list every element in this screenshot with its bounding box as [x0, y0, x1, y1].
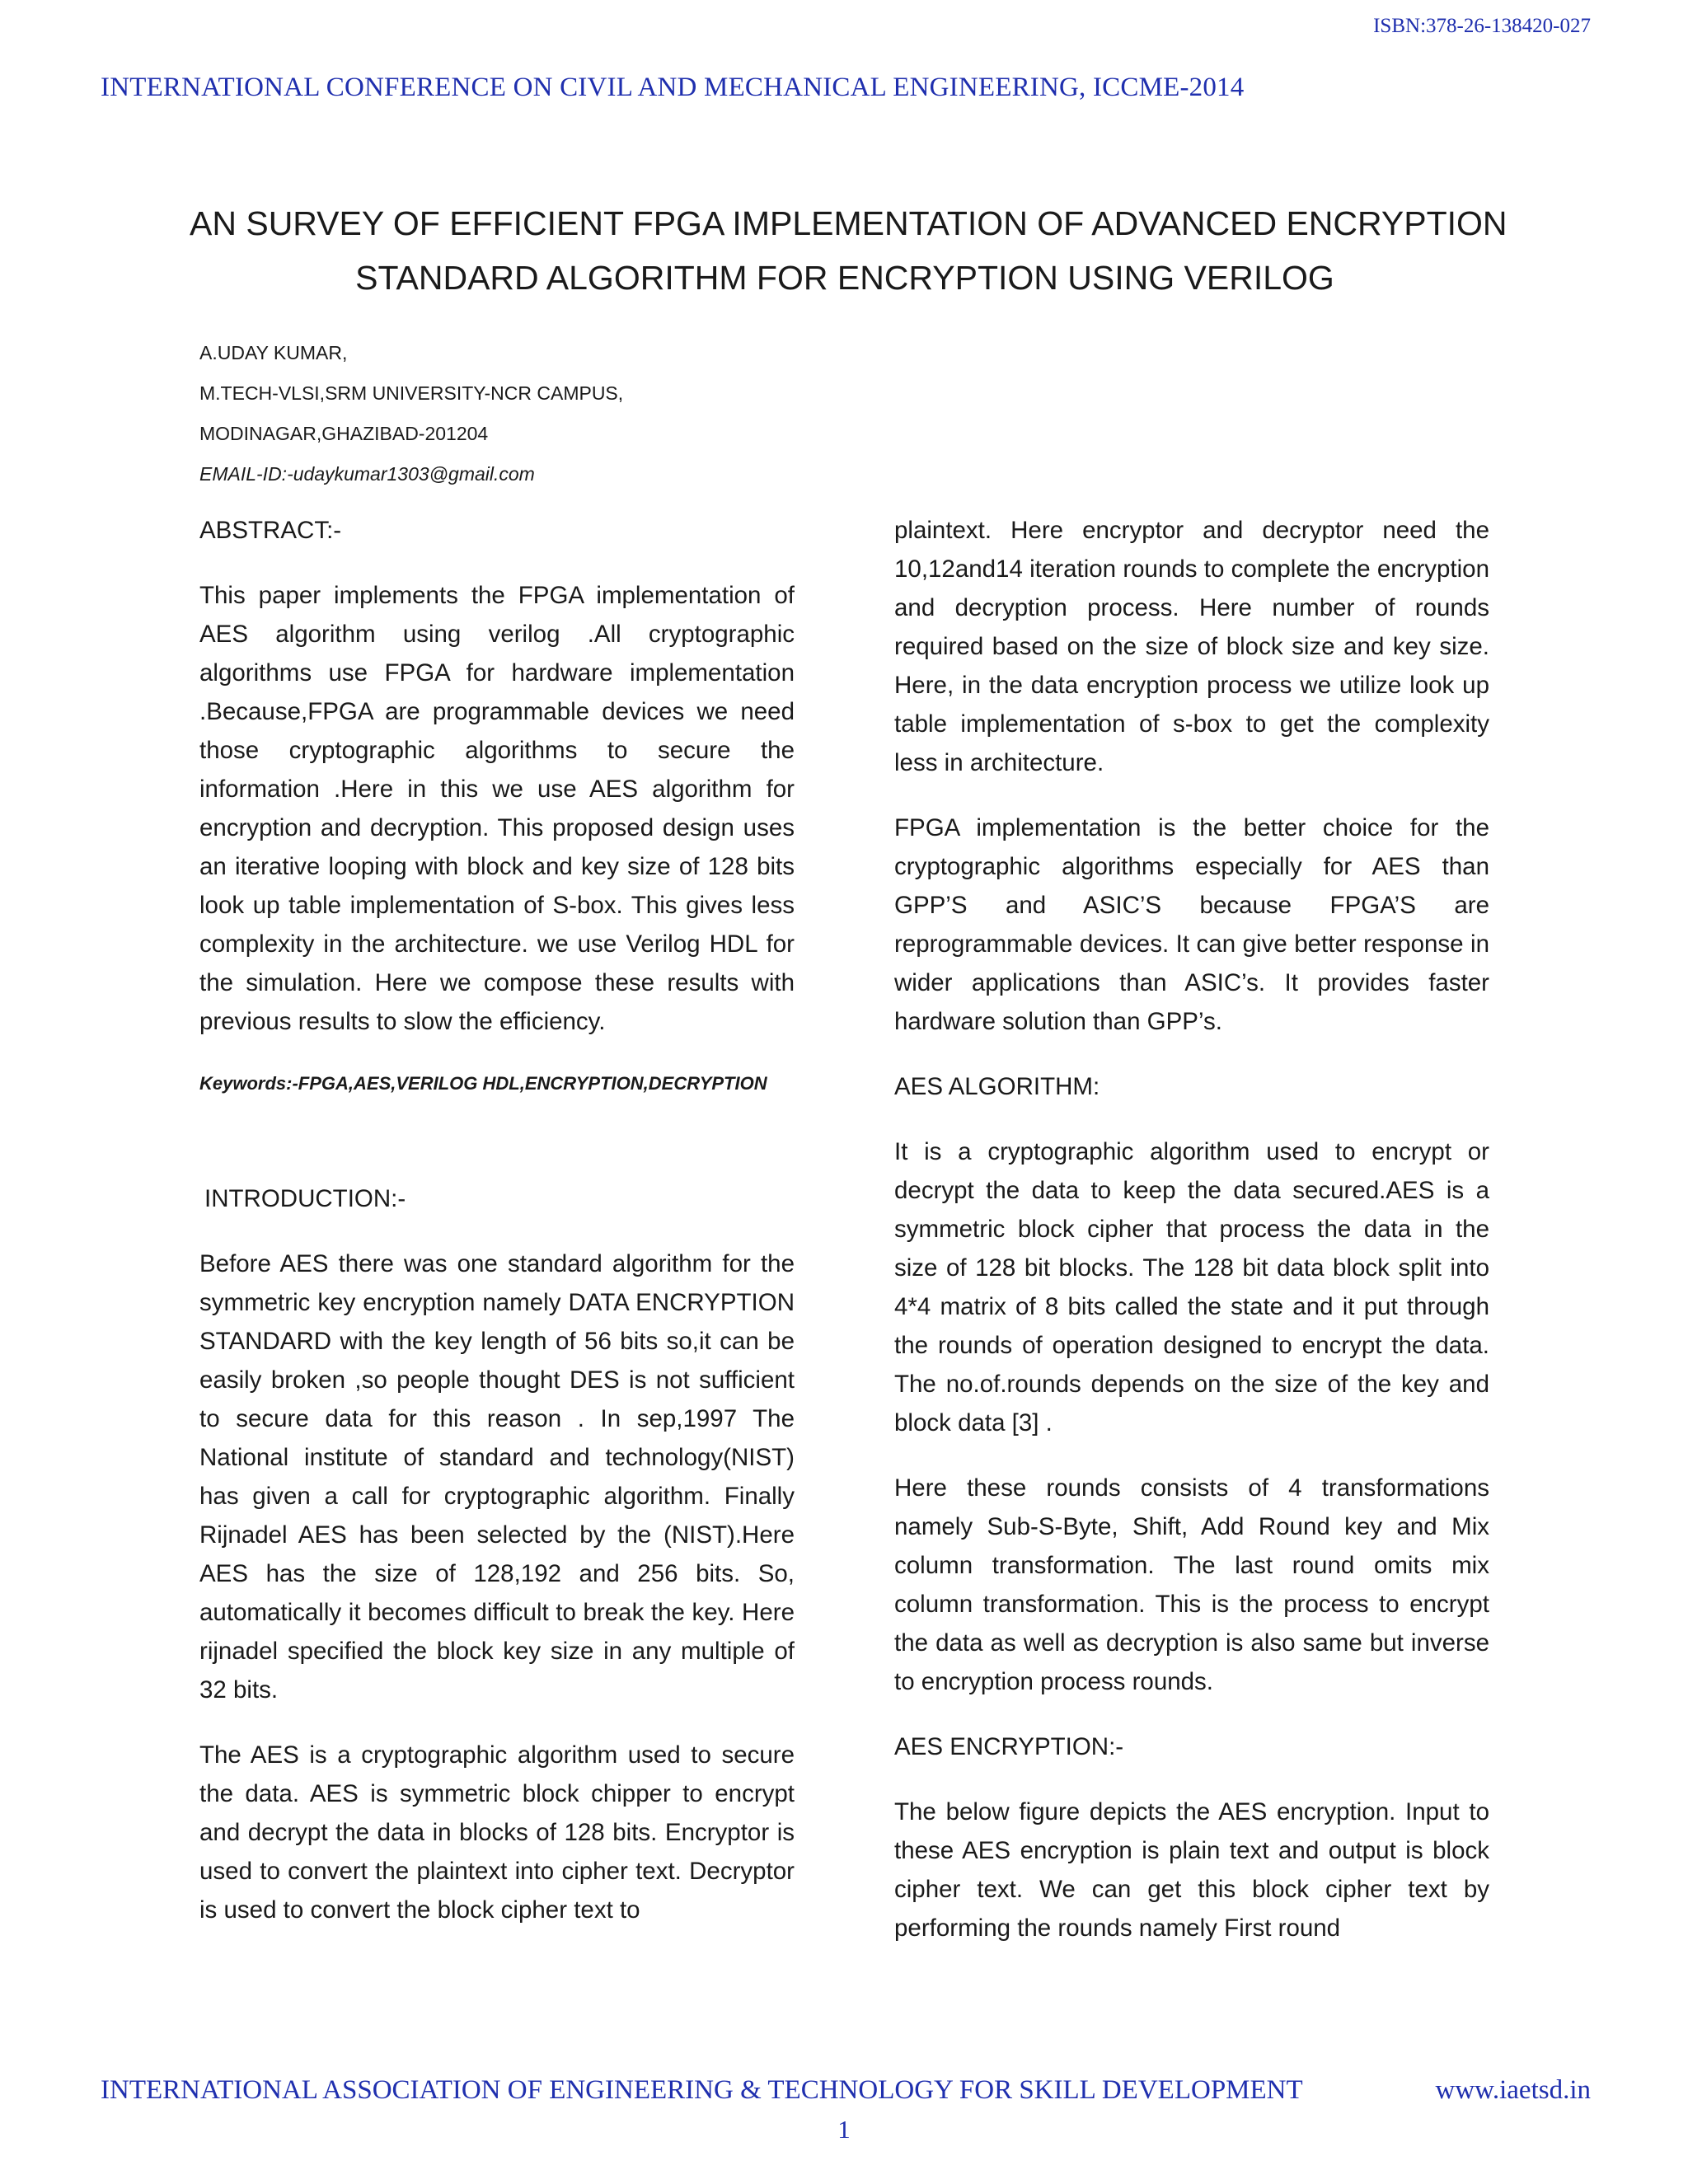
author-address: MODINAGAR,GHAZIBAD-201204 [199, 423, 489, 444]
aes-encryption-heading: AES ENCRYPTION:- [894, 1733, 1124, 1760]
right-paragraph-2: FPGA implementation is the better choice for the cryptographic algorithms especially for AES than GPP’S and ASIC’S because FPGA’S are reprogrammable devices. It can give better response in wider applications than ASIC’s. It provides faster hardware solution than GPP’s. [894, 814, 1489, 1035]
author-name: A.UDAY KUMAR, [199, 342, 348, 363]
conference-header: INTERNATIONAL CONFERENCE ON CIVIL AND MECHANICAL ENGINEERING, ICCME-2014 [101, 73, 1245, 102]
introduction-paragraph-2: The AES is a cryptographic algorithm used to secure the data. AES is symmetric block chipper to encrypt and decrypt the data in blocks of 128 bits. Encryptor is used to convert the plaintext into cipher text. Decryptor is used to convert the block cipher text to [199, 1741, 795, 1924]
keywords: Keywords:-FPGA,AES,VERILOG HDL,ENCRYPTION,DECRYPTION [199, 1073, 767, 1094]
author-email: EMAIL-ID:-udaykumar1303@gmail.com [199, 463, 535, 485]
right-column [894, 511, 1489, 1974]
title-line-1: AN SURVEY OF EFFICIENT FPGA IMPLEMENTATION OF ADVANCED ENCRYPTION [190, 204, 1507, 242]
title-line-2: STANDARD ALGORITHM FOR ENCRYPTION USING VERILOG [355, 259, 1334, 297]
footer-url: www.iaetsd.in [1435, 2075, 1591, 2105]
author-affiliation: M.TECH-VLSI,SRM UNIVERSITY-NCR CAMPUS, [199, 382, 624, 404]
abstract-heading: ABSTRACT:- [199, 517, 342, 544]
aes-algorithm-heading: AES ALGORITHM: [894, 1073, 1100, 1100]
left-column [199, 511, 795, 1956]
aes-algorithm-paragraph-1: It is a cryptographic algorithm used to encrypt or decrypt the data to keep the data secured.AES is a symmetric block cipher that process the data in the size of 128 bit blocks. The 128 bit data block split into 4*4 matrix of 8 bits called the state and it put through the rounds of operation designed to encrypt the data. The no.of.rounds depends on the size of the key and block data [3] . [894, 1138, 1489, 1436]
aes-encryption-paragraph: The below figure depicts the AES encryption. Input to these AES encryption is plain text and output is block cipher text. We can get this block cipher text by performing the rounds namely First round [894, 1798, 1489, 1942]
introduction-paragraph-1: Before AES there was one standard algorithm for the symmetric key encryption namely DATA ENCRYPTION STANDARD with the key length of 56 bits so,it can be easily broken ,so people thought DES is not sufficient to secure data for this reason . In sep,1997 The National institute of standard and technology(NIST) has given a call for cryptographic algorithm. Finally Rijnadel AES has been selected by the (NIST).Here AES has the size of 128,192 and 256 bits. So, automatically it becomes difficult to break the key. Here rijnadel specified the block key size in any multiple of 32 bits. [199, 1250, 795, 1704]
author-block [199, 333, 623, 494]
paper-title [190, 196, 1507, 305]
right-paragraph-1: plaintext. Here encryptor and decryptor need the 10,12and14 iteration rounds to complete the encryption and decryption process. Here number of rounds required based on the size of block size and key size. Here, in the data encryption process we utilize look up table implementation of s-box to get the complexity less in architecture. [894, 517, 1489, 776]
page-number: 1 [837, 2115, 851, 2144]
introduction-heading: INTRODUCTION:- [204, 1185, 406, 1212]
abstract-text: This paper implements the FPGA implementation of AES algorithm using verilog .All cryptographic algorithms use FPGA for hardware implementation .Because,FPGA are programmable devices we need those cryptographic algorithms to secure the information .Here in this we use AES algorithm for encryption and decryption. This proposed design uses an iterative looping with block and key size of 128 bits look up table implementation of S-box. This gives less complexity in the architecture. we use Verilog HDL for the simulation. Here we compose these results with previous results to slow the efficiency. [199, 582, 795, 1035]
aes-algorithm-paragraph-2: Here these rounds consists of 4 transformations namely Sub-S-Byte, Shift, Add Round key and Mix column transformation. The last round omits mix column transformation. This is the process to encrypt the data as well as decryption is also same but inverse to encryption process rounds. [894, 1474, 1489, 1695]
isbn-label: ISBN:378-26-138420-027 [1373, 15, 1591, 37]
footer-association: INTERNATIONAL ASSOCIATION OF ENGINEERING & TECHNOLOGY FOR SKILL DEVELOPMENT [101, 2075, 1303, 2105]
